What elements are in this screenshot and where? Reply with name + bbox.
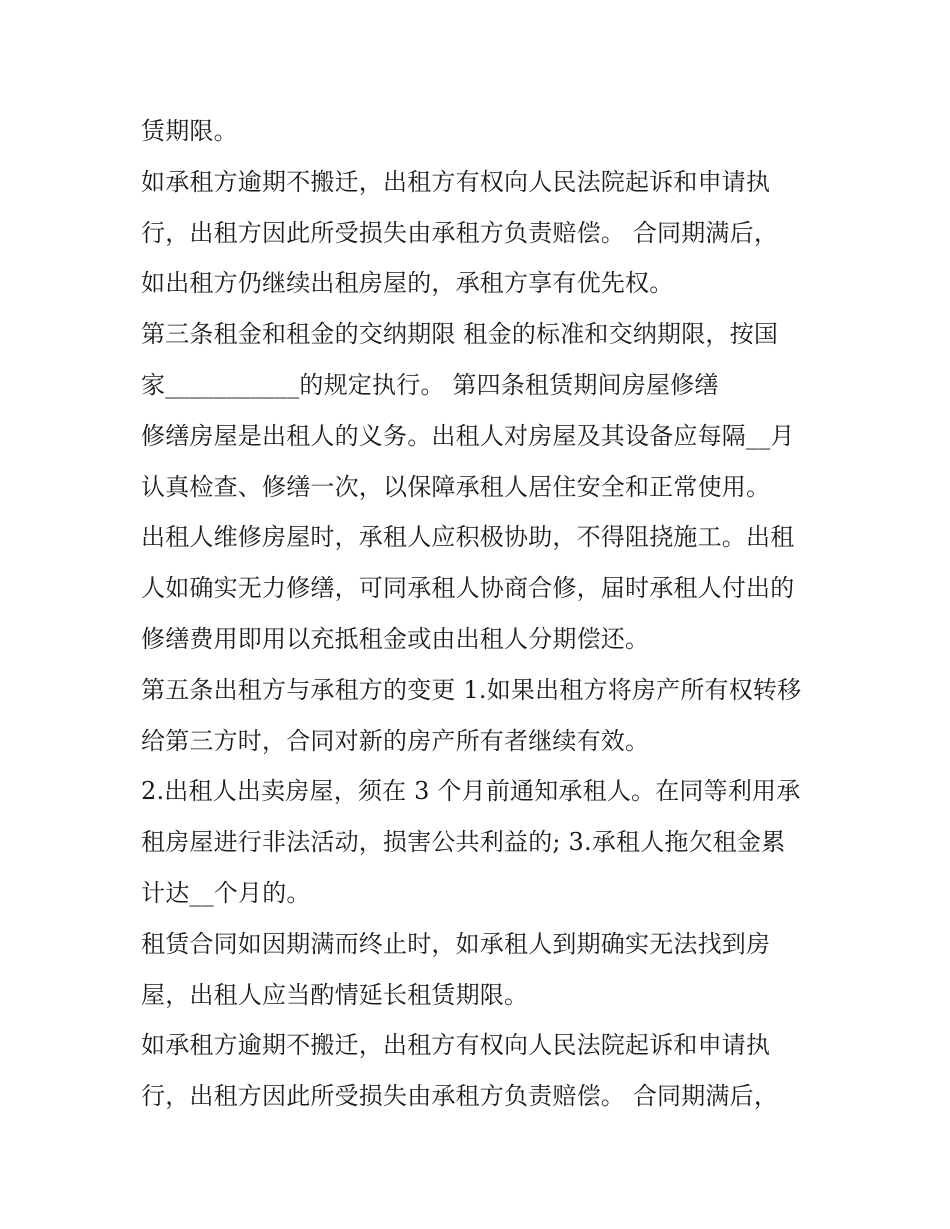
text-line: 如承租方逾期不搬迁，出租方有权向人民法院起诉和申请执 bbox=[141, 1031, 771, 1060]
text-line: 人如确实无力修缮，可同承租人协商合修，届时承租人付出的 bbox=[141, 574, 795, 603]
text-line: 如出租方仍继续出租房屋的，承租方享有优先权。 bbox=[141, 269, 674, 298]
text-line: 租赁合同如因期满而终止时，如承租人到期确实无法找到房 bbox=[141, 929, 771, 958]
text-line: 第五条出租方与承租方的变更 1.如果出租方将房产所有权转移 bbox=[141, 675, 802, 704]
document-body bbox=[141, 106, 841, 1122]
text-line: 如承租方逾期不搬迁，出租方有权向人民法院起诉和申请执 bbox=[141, 167, 771, 196]
text-line: 赁期限。 bbox=[141, 117, 238, 145]
text-line: 行，出租方因此所受损失由承租方负责赔偿。 合同期满后， bbox=[141, 218, 779, 247]
text-line: 计达__个月的。 bbox=[141, 878, 311, 907]
text-line: 行，出租方因此所受损失由承租方负责赔偿。 合同期满后， bbox=[141, 1082, 779, 1111]
text-line: 租房屋进行非法活动，损害公共利益的; 3.承租人拖欠租金累 bbox=[141, 828, 786, 857]
text-line: 出租人维修房屋时，承租人应积极协助，不得阻挠施工。出租 bbox=[141, 523, 795, 552]
text-line: 屋，出租人应当酌情延长租赁期限。 bbox=[141, 980, 529, 1009]
text-line: 2.出租人出卖房屋，须在 3 个月前通知承租人。在同等利用承 bbox=[141, 777, 801, 806]
text-line: 第三条租金和租金的交纳期限 租金的标准和交纳期限，按国 bbox=[141, 320, 779, 349]
text-line: 修缮费用即用以充抵租金或由出租人分期偿还。 bbox=[141, 624, 650, 653]
text-line: 认真检查、修缮一次，以保障承租人居住安全和正常使用。 bbox=[141, 472, 771, 501]
text-line: 家___________的规定执行。 第四条租赁期间房屋修缮 bbox=[141, 370, 719, 399]
text-line: 修缮房屋是出租人的义务。出租人对房屋及其设备应每隔__月 bbox=[141, 421, 795, 450]
text-line: 给第三方时，合同对新的房产所有者继续有效。 bbox=[141, 726, 650, 755]
